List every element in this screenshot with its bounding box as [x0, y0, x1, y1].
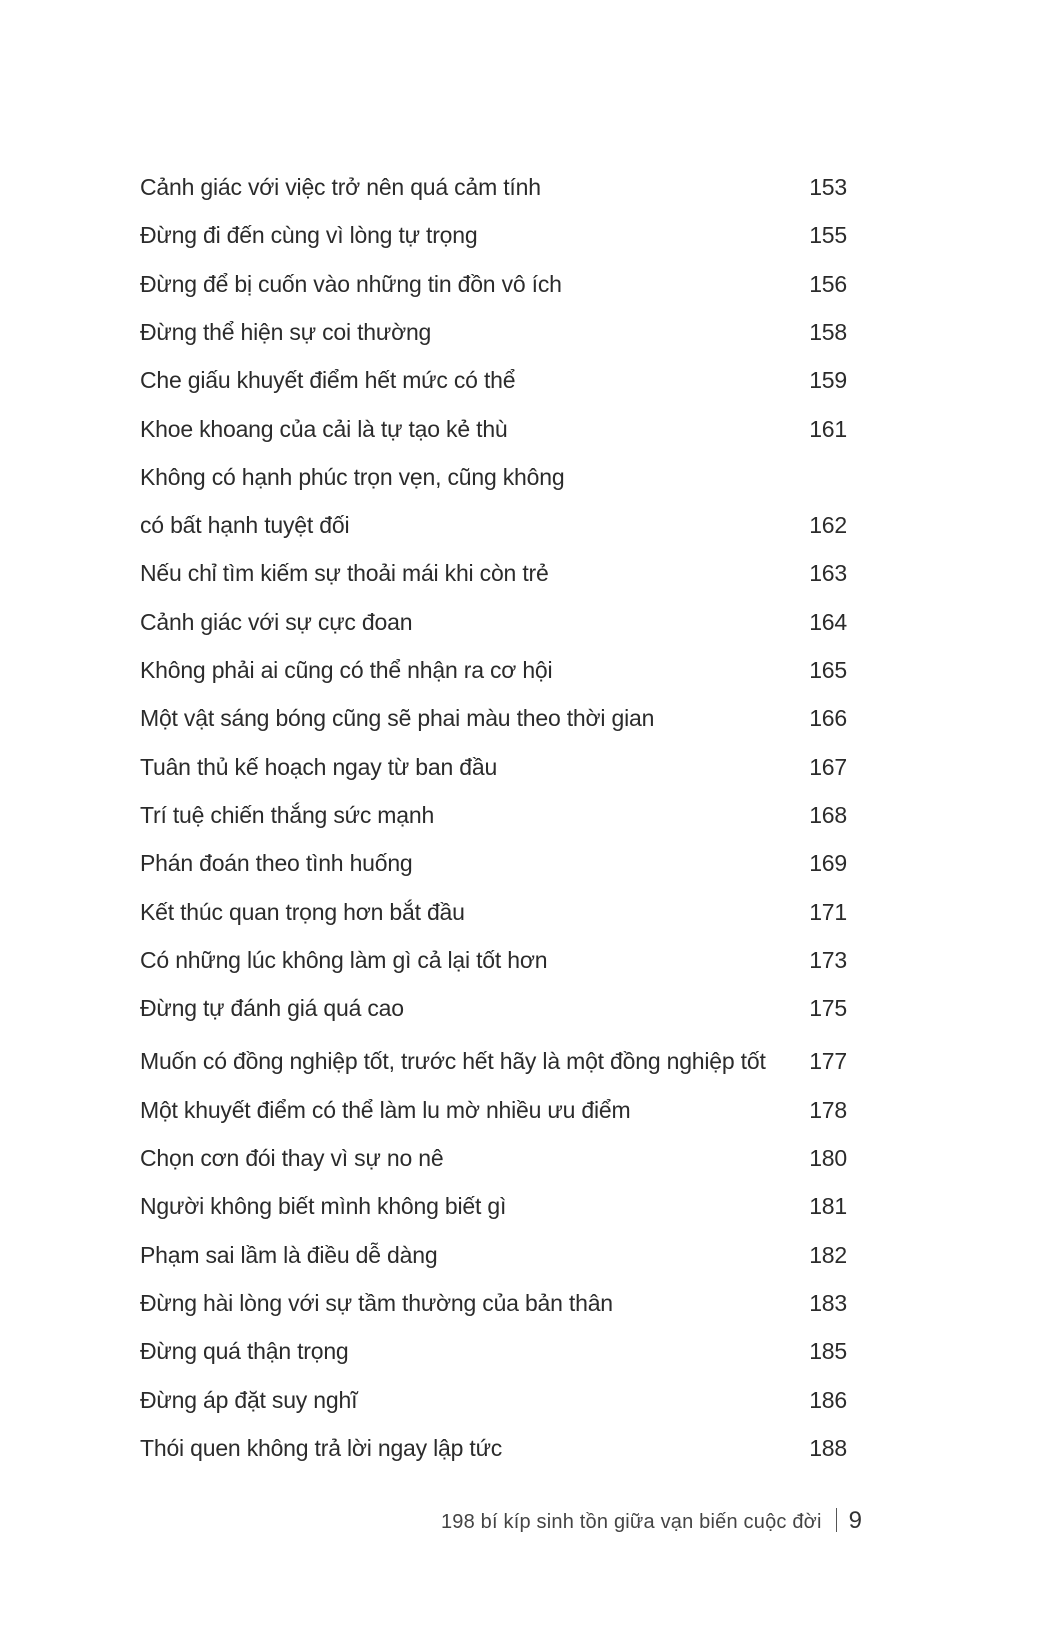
toc-entry-page: 175	[809, 995, 847, 1022]
page-footer	[0, 1506, 862, 1536]
toc-entry[interactable]	[140, 993, 847, 1023]
toc-entry[interactable]	[140, 1433, 847, 1463]
toc-entry-title: Đừng thể hiện sự coi thường	[140, 318, 432, 345]
toc-entry-title: Đừng đi đến cùng vì lòng tự trọng	[140, 222, 478, 249]
toc-entry[interactable]	[140, 317, 847, 347]
toc-entry-page: 166	[809, 705, 847, 732]
toc-entry[interactable]	[140, 414, 847, 444]
toc-entry-page: 159	[809, 367, 847, 394]
toc-entry-page: 155	[809, 222, 847, 249]
toc-entry-page: 167	[809, 753, 847, 780]
toc-entry-title: Phạm sai lầm là điều dễ dàng	[140, 1241, 438, 1268]
toc-entry-page: 156	[809, 270, 847, 297]
toc-entry-page: 185	[809, 1338, 847, 1365]
running-book-title: 198 bí kíp sinh tồn giữa vạn biến cuộc đời	[440, 1511, 822, 1533]
toc-entry-page: 162	[809, 512, 847, 539]
toc-entry[interactable]	[140, 365, 847, 395]
toc-entry-page: 181	[809, 1193, 847, 1220]
toc-entry[interactable]	[140, 269, 847, 299]
toc-entry-page: 188	[809, 1434, 847, 1461]
toc-entry-title: Kết thúc quan trọng hơn bắt đầu	[140, 898, 465, 925]
toc-entry-title: Đừng áp đặt suy nghĩ	[140, 1386, 358, 1413]
toc-entry-title: Phán đoán theo tình huống	[140, 850, 413, 877]
toc-entry-page: 168	[809, 801, 847, 828]
toc-entry[interactable]	[140, 1288, 847, 1318]
toc-entry-page: 183	[809, 1289, 847, 1316]
toc-entry[interactable]	[140, 1336, 847, 1366]
toc-entry-title: Đừng để bị cuốn vào những tin đồn vô ích	[140, 270, 562, 297]
toc-entry-page: 163	[809, 560, 847, 587]
toc-entry[interactable]	[140, 752, 847, 782]
toc-entry-page: 165	[809, 657, 847, 683]
toc-entry[interactable]	[140, 172, 847, 202]
toc-entry-page: 164	[809, 608, 847, 635]
toc-entry-page: 153	[809, 174, 847, 200]
toc-entry[interactable]	[140, 848, 847, 878]
toc-entry-title: Che giấu khuyết điểm hết mức có thể	[140, 367, 516, 394]
toc-entry[interactable]	[140, 945, 847, 975]
toc-entry-title: Đừng hài lòng với sự tầm thường của bản thân	[140, 1289, 613, 1316]
toc-entry[interactable]	[140, 655, 847, 685]
toc-entry-title: Khoe khoang của cải là tự tạo kẻ thù	[140, 415, 508, 442]
footer-divider	[836, 1508, 837, 1532]
toc-entry[interactable]	[140, 1385, 847, 1415]
toc-entry[interactable]	[140, 800, 847, 830]
toc-entry-page: 171	[809, 898, 847, 925]
toc-entry-title: Một vật sáng bóng cũng sẽ phai màu theo thời gian	[140, 705, 655, 732]
toc-entry[interactable]	[140, 607, 847, 637]
toc-entry-page: 178	[809, 1096, 847, 1123]
toc-entry-page: 182	[809, 1241, 847, 1268]
toc-entry-title: Muốn có đồng nghiệp tốt, trước hết hãy là một đồng nghiệp tốt	[140, 1048, 766, 1075]
toc-entry-title: Trí tuệ chiến thắng sức mạnh	[140, 801, 435, 828]
toc-entry[interactable]	[140, 1095, 847, 1125]
toc-entry[interactable]	[140, 462, 847, 492]
toc-entry[interactable]	[140, 703, 847, 733]
toc-entry-page: 180	[809, 1145, 847, 1171]
toc-entry[interactable]	[140, 220, 847, 250]
toc-entry-page: 161	[809, 415, 847, 442]
toc-entry-title: Không phải ai cũng có thể nhận ra cơ hội	[140, 657, 553, 683]
page-number: 9	[848, 1507, 862, 1534]
toc-entry-title: Không có hạnh phúc trọn vẹn, cũng không	[140, 463, 565, 490]
toc-entry-title: Có những lúc không làm gì cả lại tốt hơn	[140, 946, 548, 973]
toc-entry-title: Tuân thủ kế hoạch ngay từ ban đầu	[140, 753, 498, 780]
toc-entry-page: 177	[809, 1048, 847, 1075]
toc-entry[interactable]	[140, 558, 847, 588]
toc-entry-page: 186	[809, 1386, 847, 1413]
toc-entry-page: 158	[809, 318, 847, 345]
toc-entry[interactable]	[140, 510, 847, 540]
toc-entry-title: Đừng tự đánh giá quá cao	[140, 995, 404, 1022]
toc-entry-title: Cảnh giác với việc trở nên quá cảm tính	[140, 174, 541, 200]
toc-entry[interactable]	[140, 897, 847, 927]
toc-entry-page: 173	[809, 946, 847, 973]
toc-entry[interactable]	[140, 1046, 847, 1076]
toc-entry-title: Người không biết mình không biết gì	[140, 1193, 507, 1220]
toc-entry-page: 169	[809, 850, 847, 877]
toc-entry-title: Một khuyết điểm có thể làm lu mờ nhiều ưu điểm	[140, 1096, 631, 1123]
toc-entry-title: Đừng quá thận trọng	[140, 1338, 349, 1365]
toc-entry-title: có bất hạnh tuyệt đối	[140, 512, 350, 539]
toc-entry-title: Chọn cơn đói thay vì sự no nê	[140, 1145, 444, 1171]
toc-entry[interactable]	[140, 1143, 847, 1173]
toc-entry[interactable]	[140, 1191, 847, 1221]
toc-entry-title: Cảnh giác với sự cực đoan	[140, 608, 413, 635]
toc-entry-title: Nếu chỉ tìm kiếm sự thoải mái khi còn trẻ	[140, 560, 549, 587]
toc-entry-title: Thói quen không trả lời ngay lập tức	[140, 1434, 503, 1461]
toc-entry[interactable]	[140, 1240, 847, 1270]
